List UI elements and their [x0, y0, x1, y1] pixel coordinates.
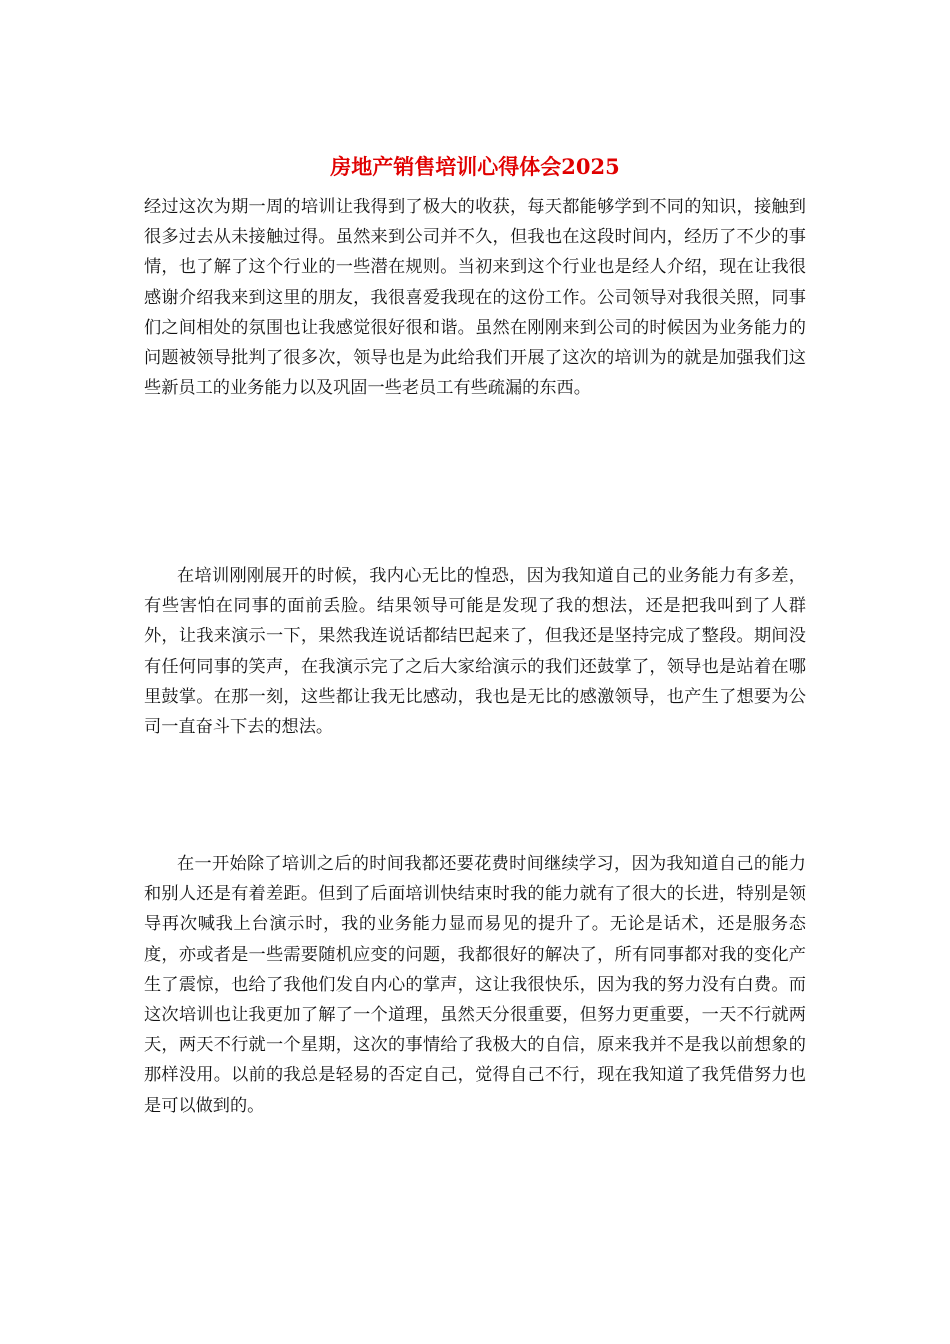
- paragraph-3: 在一开始除了培训之后的时间我都还要花费时间继续学习，因为我知道自己的能力和别人还是有着差距。但到了后面培训快结束时我的能力就有了很大的长进，特别是领导再次喊我上台演示时，我的业务能力显而易见的提升了。无论是话术，还是服务态度，亦或者是一些需要随机应变的问题，我都很好的解决了，所有同事都对我的变化产生了震惊，也给了我他们发自内心的掌声，这让我很快乐，因为我的努力没有白费。而这次培训也让我更加了解了一个道理，虽然天分很重要，但努力更重要，一天不行就两天，两天不行就一个星期，这次的事情给了我极大的自信，原来我并不是我以前想象的那样没用。以前的我总是轻易的否定自己，觉得自己不行，现在我知道了我凭借努力也是可以做到的。: [144, 854, 806, 1116]
- paragraph-1: 经过这次为期一周的培训让我得到了极大的收获，每天都能够学到不同的知识，接触到很多过去从未接触过得。虽然来到公司并不久，但我也在这段时间内，经历了不少的事情，也了解了这个行业的一些潜在规则。当初来到这个行业也是经人介绍，现在让我很感谢介绍我来到这里的朋友，我很喜爱我现在的这份工作。公司领导对我很关照，同事们之间相处的氛围也让我感觉很好很和谐。虽然在刚刚来到公司的时候因为业务能力的问题被领导批判了很多次，领导也是为此给我们开展了这次的培训为的就是加强我们这些新员工的业务能力以及巩固一些老员工有些疏漏的东西。: [144, 197, 806, 399]
- document-title: 房地产销售培训心得体会2025: [330, 154, 620, 179]
- paragraph-2: 在培训刚刚展开的时候，我内心无比的惶恐，因为我知道自己的业务能力有多差，有些害怕在同事的面前丢脸。结果领导可能是发现了我的想法，还是把我叫到了人群外，让我来演示一下，果然我连说话都结巴起来了，但我还是坚持完成了整段。期间没有任何同事的笑声，在我演示完了之后大家给演示的我们还鼓掌了，领导也是站着在哪里鼓掌。在那一刻，这些都让我无比感动，我也是无比的感激领导，也产生了想要为公司一直奋斗下去的想法。: [144, 566, 806, 738]
